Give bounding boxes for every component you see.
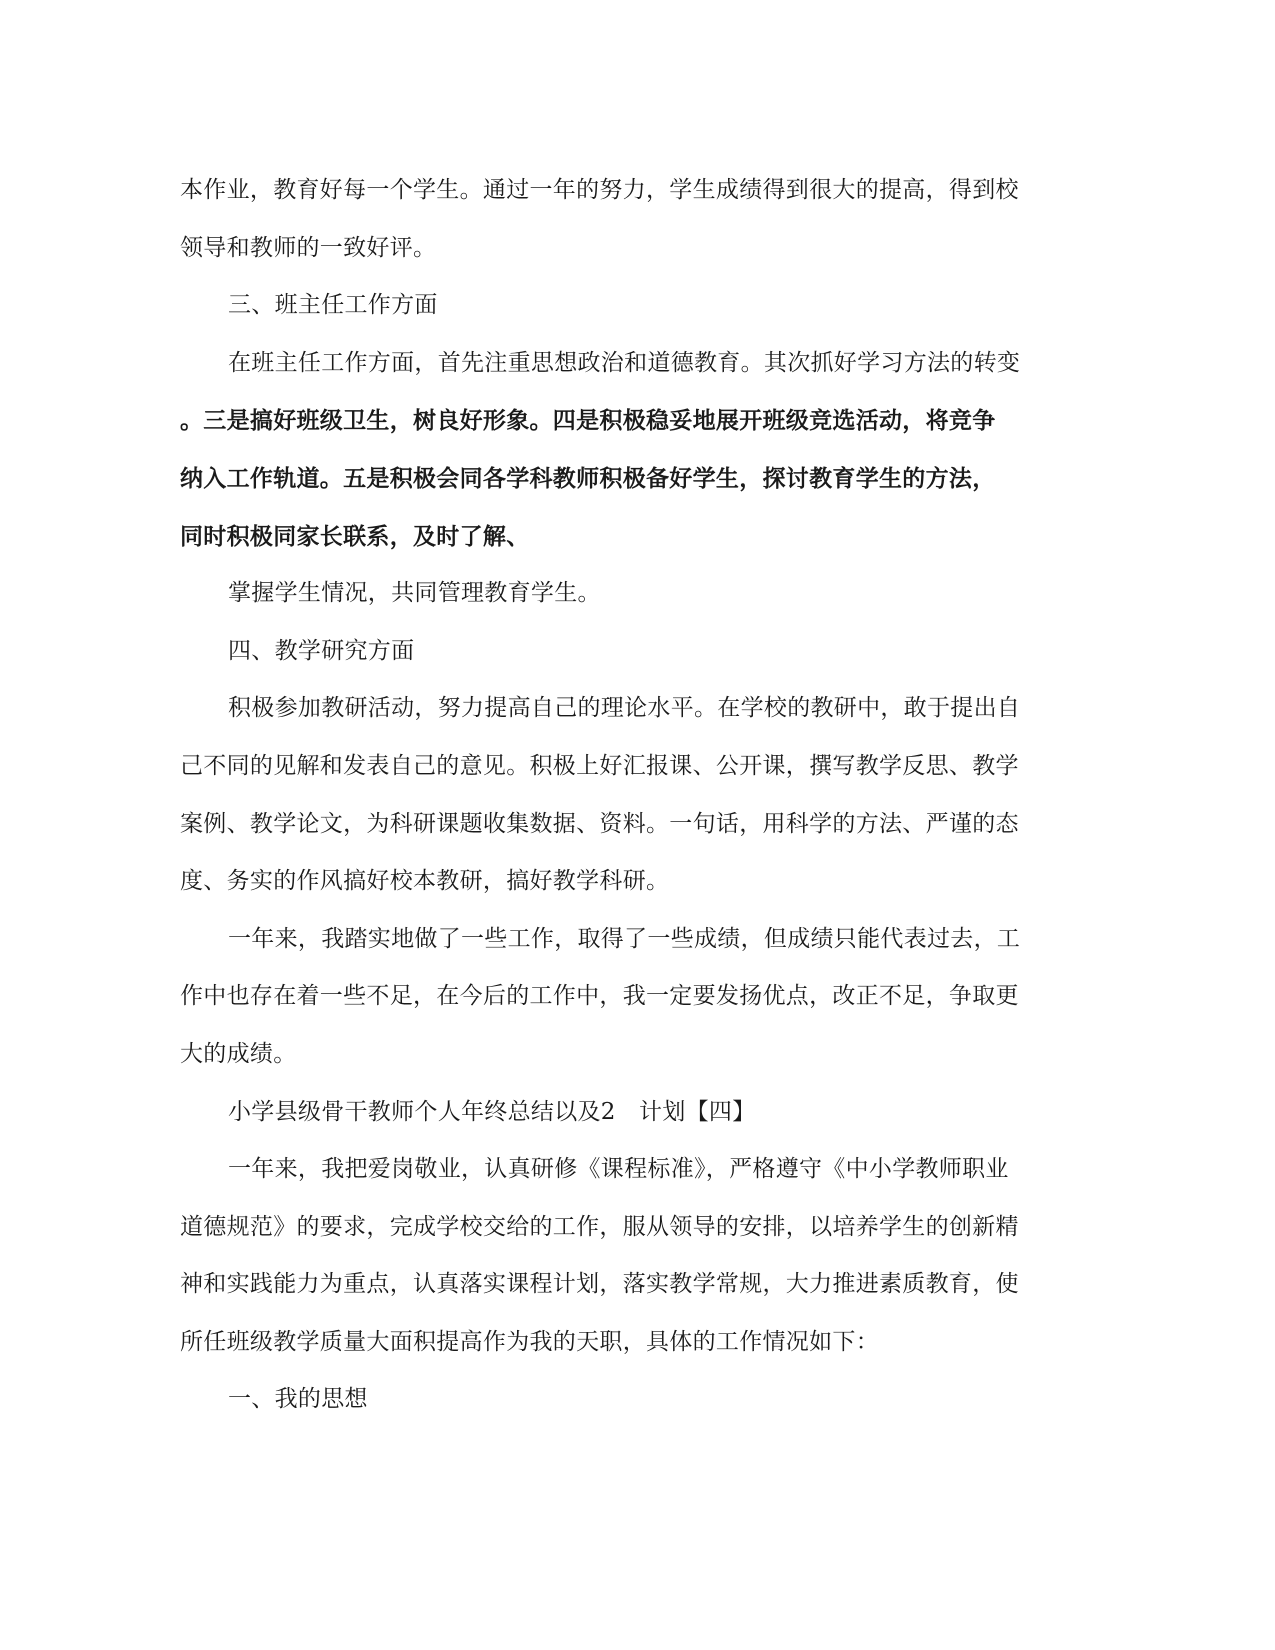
text-line-bold: 。三是搞好班级卫生，树良好形象。四是积极稳妥地展开班级竞选活动，将竞争 — [180, 407, 996, 435]
text-line: 一年来，我把爱岗敬业，认真研修《课程标准》，严格遵守《中小学教师职业 — [228, 1156, 1009, 1183]
text-line-bold: 纳入工作轨道。五是积极会同各学科教师积极备好学生，探讨教育学生的方法， — [180, 464, 996, 492]
text-line: 一年来，我踏实地做了一些工作，取得了一些成绩，但成绩只能代表过去，工 — [228, 925, 1021, 952]
text-line: 作中也存在着一些不足，在今后的工作中，我一定要发扬优点，改正不足，争取更 — [180, 983, 1019, 1010]
text-line: 大的成绩。 — [180, 1040, 297, 1067]
text-line: 案例、教学论文，为科研课题收集数据、资料。一句话，用科学的方法、严谨的态 — [180, 810, 1019, 837]
text-line: 神和实践能力为重点，认真落实课程计划，落实教学常规，大力推进素质教育，使 — [180, 1271, 1019, 1298]
section-heading: 三、班主任工作方面 — [228, 292, 438, 319]
document-subtitle: 小学县级骨干教师个人年终总结以及2 计划【四】 — [228, 1098, 756, 1125]
section-heading: 一、我的思想 — [228, 1386, 368, 1413]
text-line: 己不同的见解和发表自己的意见。积极上好汇报课、公开课，撰写教学反思、教学 — [180, 752, 1019, 779]
text-line: 积极参加教研活动，努力提高自己的理论水平。在学校的教研中，敢于提出自 — [228, 695, 1021, 722]
text-line: 道德规范》的要求，完成学校交给的工作，服从领导的安排，以培养学生的创新精 — [180, 1213, 1019, 1240]
text-line: 本作业，教育好每一个学生。通过一年的努力，学生成绩得到很大的提高，得到校 — [180, 177, 1019, 203]
text-line: 在班主任工作方面，首先注重思想政治和道德教育。其次抓好学习方法的转变 — [228, 349, 1021, 376]
text-line: 度、务实的作风搞好校本教研，搞好教学科研。 — [180, 868, 670, 895]
text-line-bold: 同时积极同家长联系，及时了解、 — [180, 522, 530, 550]
document-body — [180, 162, 1080, 1429]
text-line: 领导和教师的一致好评。 — [180, 234, 437, 261]
section-heading: 四、教学研究方面 — [228, 637, 415, 664]
text-line: 掌握学生情况，共同管理教育学生。 — [228, 580, 601, 607]
text-line: 所任班级教学质量大面积提高作为我的天职，具体的工作情况如下： — [180, 1328, 879, 1355]
